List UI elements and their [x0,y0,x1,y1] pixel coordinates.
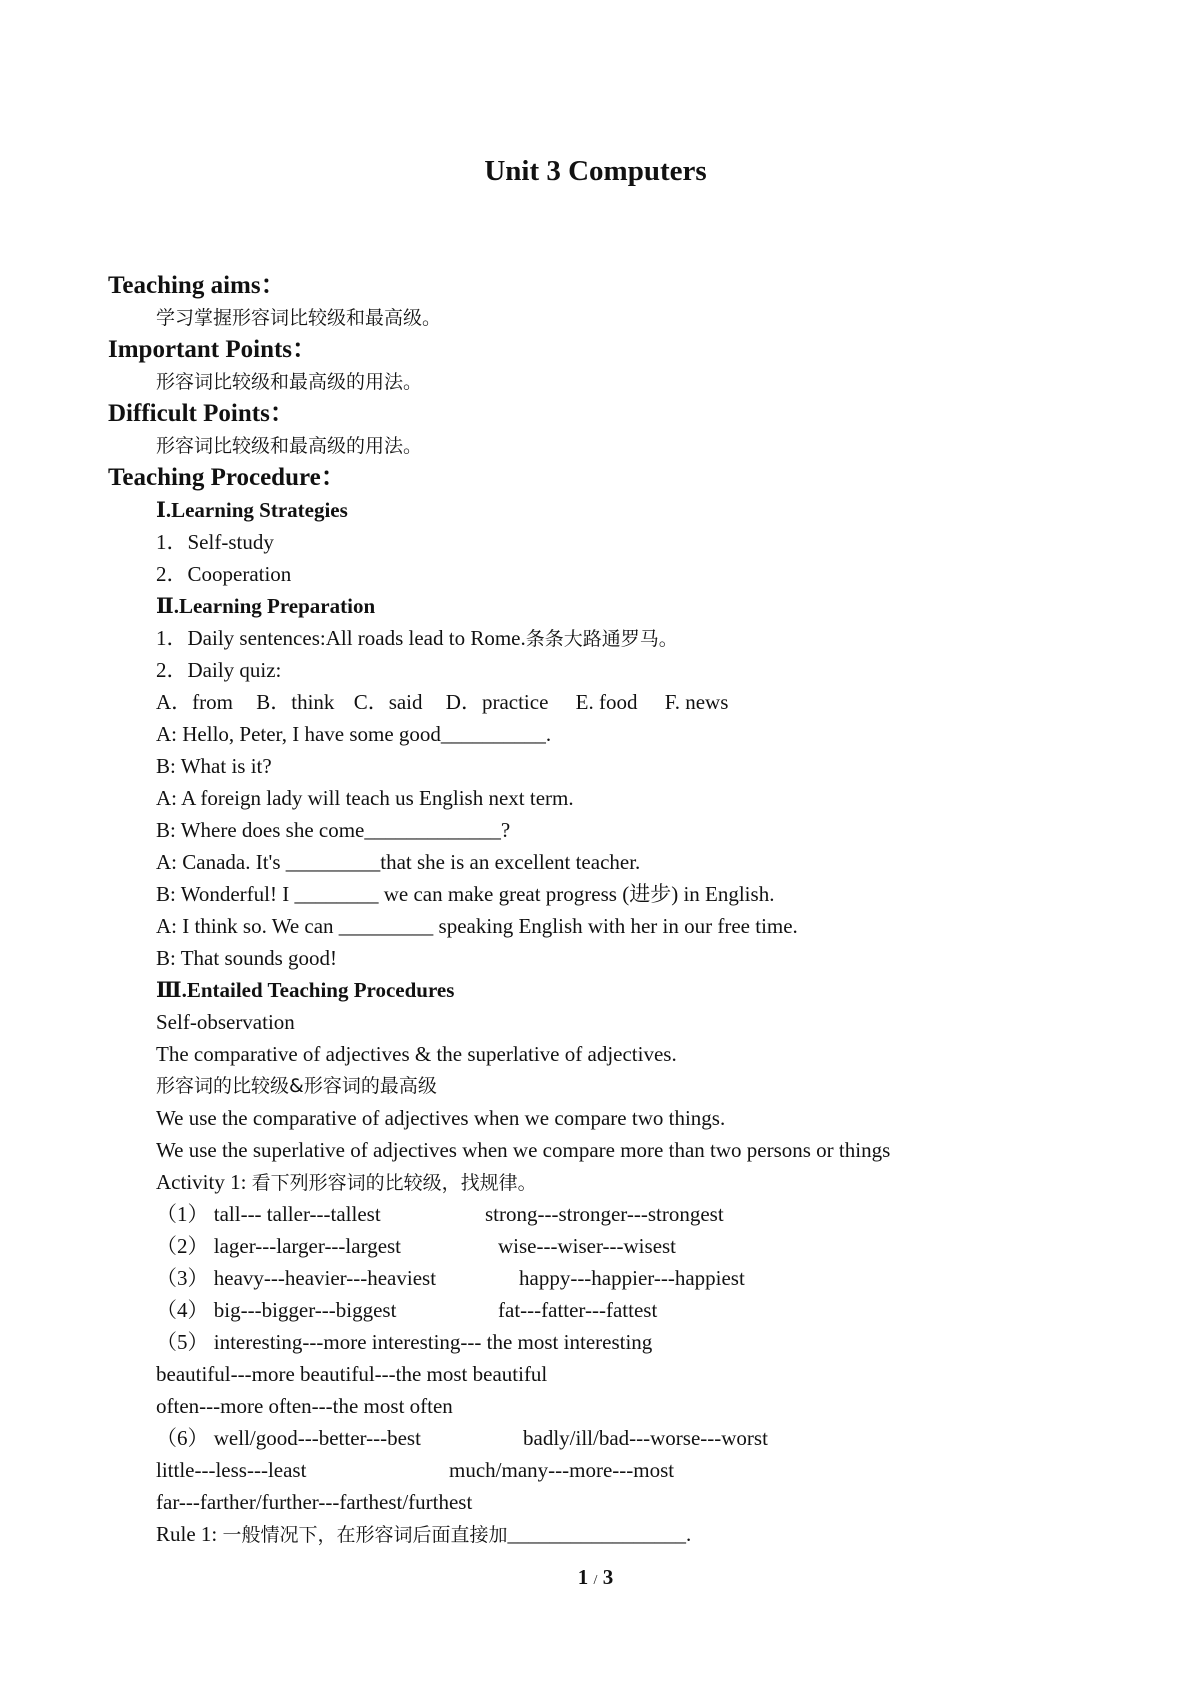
dialog-line: B: Wonderful! I ________ we can make great progress (进步) in English. [156,882,775,906]
adjective-row-5: （5） interesting---more interesting--- the most interesting [156,1330,653,1354]
strategy-item: 1．Self-study [156,530,274,554]
quiz-option: F. news [664,690,729,714]
adjective-row [108,1198,1108,1230]
adjective-form-b: strong---stronger---strongest [485,1202,724,1226]
dialog-line: A: Hello, Peter, I have some good__________. [156,722,552,746]
far-forms: far---farther/further---farthest/furthest [156,1490,473,1514]
document-title: Unit 3 Computers [484,155,707,187]
rule-1-blank: _________________. [507,1522,692,1546]
adjective-form-a: （1） tall--- taller---tallest [156,1202,381,1226]
teaching-procedure-heading: Teaching Procedure： [108,464,346,491]
self-observation: Self-observation [156,1010,295,1034]
rule-more-things: We use the superlative of adjectives when we compare more than two persons or things [156,1138,891,1162]
often-forms: often---more often---the most often [156,1394,453,1418]
dialog-line: B: What is it? [156,754,272,778]
dialog-line: A: Canada. It's _________that she is an excellent teacher. [156,850,641,874]
entailed-procedures-heading: Ⅲ.Entailed Teaching Procedures [156,978,455,1002]
important-points-heading: Important Points： [108,336,318,363]
important-points-text: 形容词比较级和最高级的用法。 [156,371,423,393]
quiz-option: D．practice [445,690,549,714]
adjective-form-a: （3） heavy---heavier---heaviest [156,1266,437,1290]
dialog-line: A: A foreign lady will teach us English next term. [156,786,574,810]
teaching-aims-heading: Teaching aims： [108,272,286,299]
activity-cn: 看下列形容词的比较级，找规律。 [251,1172,537,1194]
dialog-line: B: That sounds good! [156,946,338,970]
quiz-option: C．said [353,690,423,714]
daily-sentence-cn: 条条大路通罗马。 [525,628,678,650]
difficult-points-text: 形容词比较级和最高级的用法。 [156,435,423,457]
adjective-row [108,1262,1108,1294]
learning-strategies-heading: Ⅰ.Learning Strategies [156,498,348,522]
comparative-cn: 形容词的比较级&形容词的最高级 [156,1075,437,1097]
adjective-form-a: （4） big---bigger---biggest [156,1298,397,1322]
activity-1 [108,1166,1108,1198]
daily-quiz-label: 2．Daily quiz: [156,658,282,682]
adjective-row-6 [108,1422,1108,1454]
adjective-row [108,1294,1108,1326]
adjective-row-7 [108,1454,1108,1486]
learning-preparation-heading: Ⅱ.Learning Preparation [156,594,376,618]
adjective-form-b: happy---happier---happiest [519,1266,745,1290]
teaching-aims-text: 学习掌握形容词比较级和最高级。 [156,307,442,329]
page-total: 3 [602,1565,614,1589]
activity-label: Activity 1: [156,1170,252,1194]
quiz-option: E. food [575,690,638,714]
rule-two-things: We use the comparative of adjectives when we compare two things. [156,1106,726,1130]
adjective-form-b: much/many---more---most [449,1458,675,1482]
page-separator: / [593,1573,598,1588]
rule-1-label: Rule 1: [156,1522,223,1546]
quiz-option: B．think [256,690,335,714]
adjective-form-a: （2） lager---larger---largest [156,1234,402,1258]
dialog-line: B: Where does she come_____________? [156,818,511,842]
beautiful-forms: beautiful---more beautiful---the most beautiful [156,1362,548,1386]
strategy-item: 2．Cooperation [156,562,292,586]
document-body [108,270,1108,1550]
rule-1 [108,1518,1108,1550]
quiz-options [108,686,1108,718]
page-number [0,1565,1191,1590]
page-current: 1 [577,1565,589,1589]
daily-sentence-en: 1．Daily sentences:All roads lead to Rome. [156,626,526,650]
adjective-row [108,1230,1108,1262]
dialog-line: A: I think so. We can _________ speaking English with her in our free time. [156,914,798,938]
adjective-form-b: wise---wiser---wisest [498,1234,677,1258]
daily-sentence [108,622,1108,654]
adjective-form-a: little---less---least [156,1458,307,1482]
adjective-form-b: fat---fatter---fattest [498,1298,658,1322]
difficult-points-heading: Difficult Points： [108,400,295,427]
quiz-option: A．from [156,690,233,714]
comparative-en: The comparative of adjectives & the superlative of adjectives. [156,1042,677,1066]
adjective-form-b: badly/ill/bad---worse---worst [523,1426,768,1450]
adjective-form-a: （6） well/good---better---best [156,1426,421,1450]
rule-1-cn: 一般情况下，在形容词后面直接加 [222,1524,508,1546]
